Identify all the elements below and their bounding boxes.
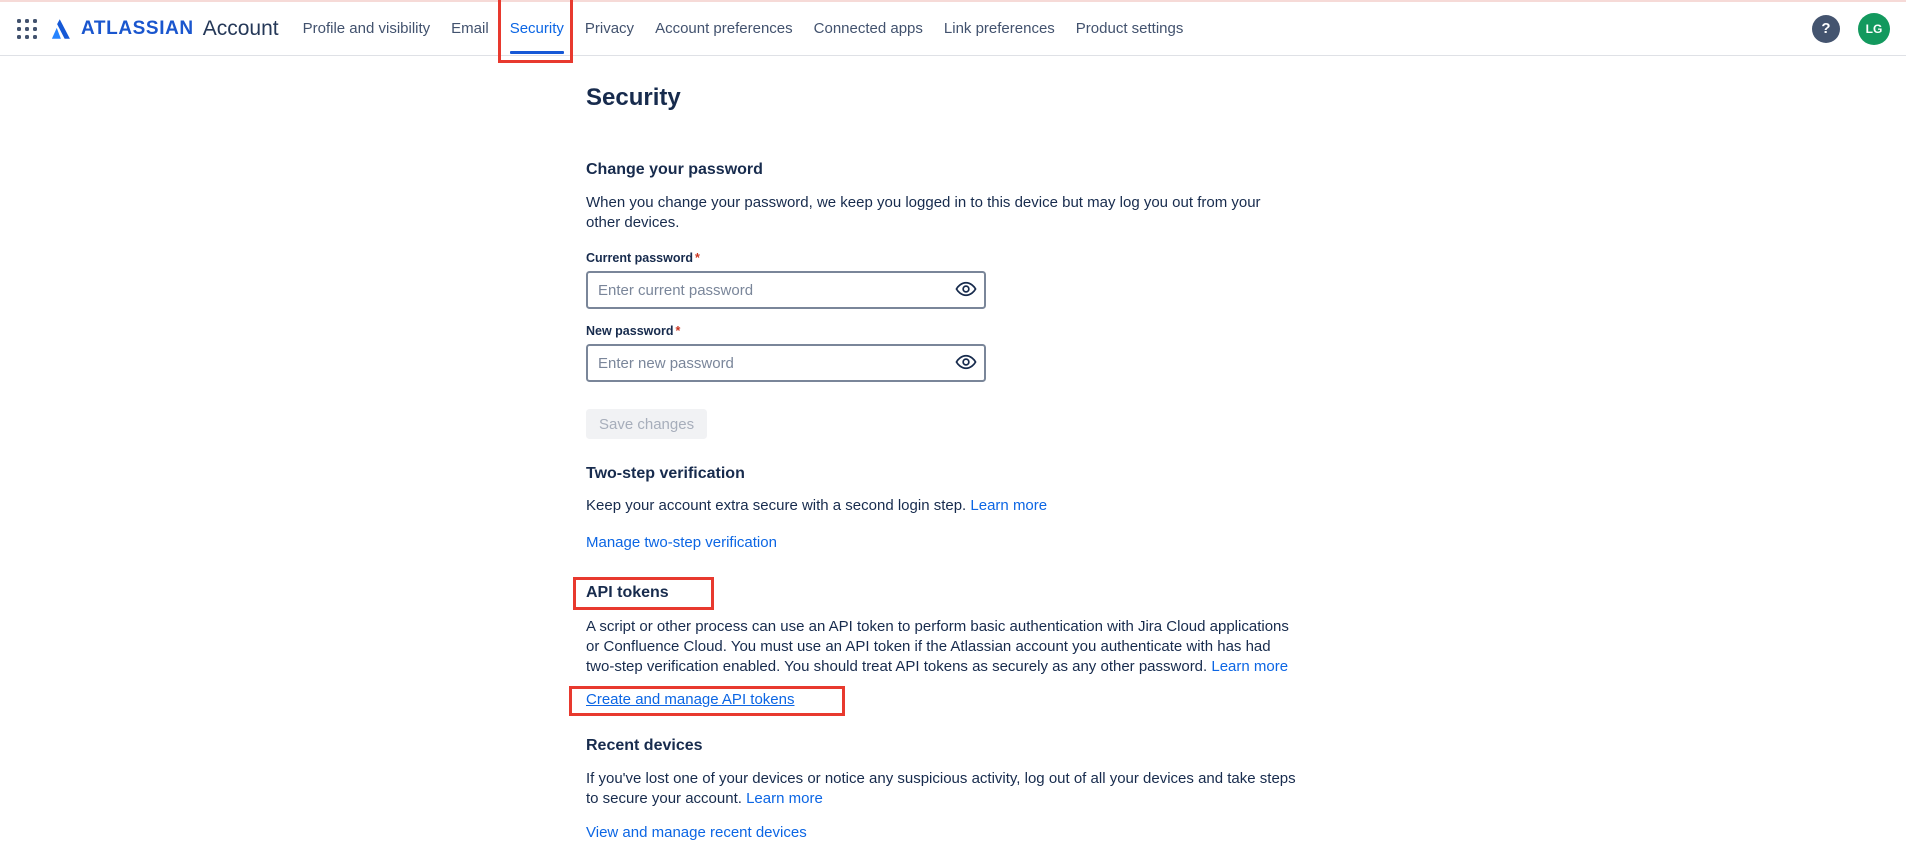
primary-nav [303, 2, 1184, 55]
api-tokens-heading: API tokens [586, 584, 669, 601]
manage-two-step-link[interactable]: Manage two-step verification [586, 534, 777, 551]
recent-devices-learn-more-link[interactable]: Learn more [746, 790, 823, 807]
nav-item-profile-and-visibility[interactable]: Profile and visibility [302, 20, 431, 37]
nav-item-email[interactable]: Email [451, 20, 489, 37]
eye-icon [955, 351, 977, 376]
security-page-content [586, 83, 1298, 843]
brand-product-name: Account [202, 16, 279, 40]
page-title: Security [586, 84, 681, 111]
api-tokens-description [586, 617, 1298, 677]
nav-item-account-preferences[interactable]: Account preferences [655, 20, 793, 37]
show-current-password-button[interactable] [955, 279, 977, 301]
nav-item-link-preferences[interactable]: Link preferences [943, 20, 1055, 37]
current-password-field-wrap [586, 271, 986, 309]
eye-icon [955, 278, 977, 303]
api-tokens-heading-annotated [573, 577, 714, 610]
new-password-label [586, 324, 1298, 339]
two-step-heading: Two-step verification [586, 465, 745, 482]
nav-item-privacy[interactable]: Privacy [584, 20, 635, 37]
required-asterisk: * [675, 324, 681, 338]
brand-wordmark: ATLASSIAN [81, 17, 194, 39]
nav-item-product-settings[interactable]: Product settings [1075, 20, 1184, 37]
create-api-tokens-link-annotated [569, 686, 845, 716]
recent-devices-description-text: If you've lost one of your devices or notice any suspicious activity, log out of all your devices and take steps to secure your account. [586, 770, 1296, 807]
two-step-learn-more-link[interactable]: Learn more [970, 497, 1048, 514]
save-changes-button[interactable]: Save changes [586, 409, 707, 439]
new-password-field-wrap [586, 344, 986, 382]
required-asterisk: * [694, 251, 700, 265]
top-navbar [0, 2, 1906, 56]
help-icon[interactable]: ? [1812, 15, 1840, 43]
app-switcher-icon[interactable] [14, 16, 40, 42]
api-tokens-description-text: A script or other process can use an API token to perform basic authentication with Jira Cloud applications or Confluence Cloud. You must use an API token if the Atlassian account you authenticate with has had two-step verification enabled. You should treat API tokens as securely as any other password. [586, 618, 1289, 675]
current-password-label-text: Current password [586, 251, 693, 265]
nav-item-security-label: Security [509, 20, 564, 37]
atlassian-logo-icon [50, 17, 74, 41]
api-tokens-learn-more-link[interactable]: Learn more [1211, 658, 1289, 675]
current-password-input[interactable] [586, 271, 986, 309]
change-password-heading: Change your password [586, 161, 763, 178]
two-step-description [586, 496, 1298, 516]
show-new-password-button[interactable] [955, 352, 977, 374]
recent-devices-description [586, 769, 1298, 809]
two-step-description-text: Keep your account extra secure with a second login step. [586, 497, 967, 514]
navbar-right-controls [1812, 13, 1890, 45]
nav-item-security[interactable] [510, 2, 564, 55]
avatar[interactable]: LG [1858, 13, 1890, 45]
view-recent-devices-link[interactable]: View and manage recent devices [586, 824, 807, 841]
active-tab-underline [510, 51, 564, 54]
change-password-description: When you change your password, we keep you logged in to this device but may log you out from your other devices. [586, 194, 1261, 231]
new-password-input[interactable] [586, 344, 986, 382]
recent-devices-heading: Recent devices [586, 737, 703, 754]
create-api-tokens-link[interactable]: Create and manage API tokens [586, 691, 795, 708]
new-password-label-text: New password [586, 324, 674, 338]
nav-item-connected-apps[interactable]: Connected apps [813, 20, 923, 37]
atlassian-brand[interactable] [50, 17, 279, 41]
current-password-label [586, 251, 1298, 266]
